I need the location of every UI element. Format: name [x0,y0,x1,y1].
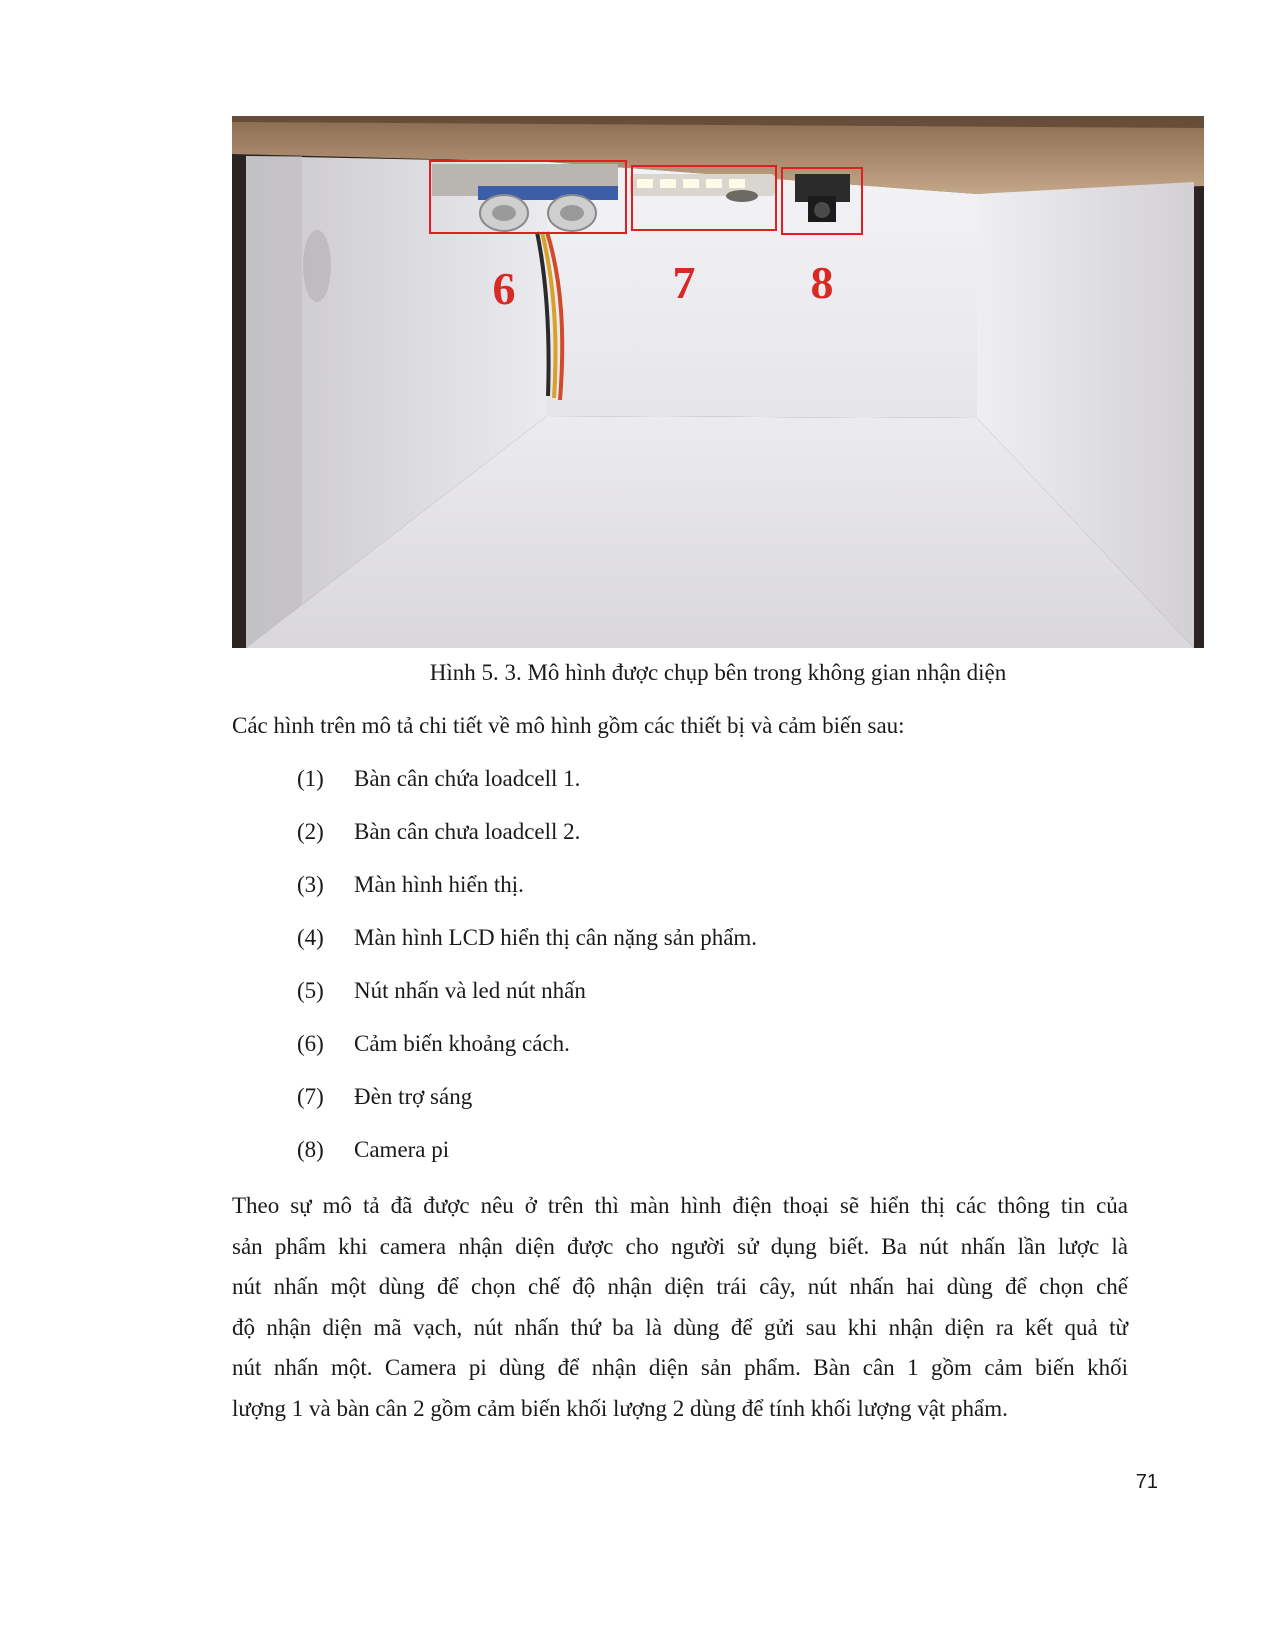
list-item-number: (3) [297,872,324,897]
list-item [297,976,757,1029]
list-item [297,1135,757,1188]
list-item-text: Đèn trợ sáng [354,1084,473,1109]
list-item-number: (7) [297,1084,324,1109]
list-item-text: Cảm biến khoảng cách. [354,1031,570,1056]
figure-caption: Hình 5. 3. Mô hình được chụp bên trong không gian nhận diện [429,660,1007,685]
list-item-text: Nút nhấn và led nút nhấn [354,978,586,1003]
list-item [297,1029,757,1082]
box-interior-illustration [232,116,1204,648]
paragraph-line: nút nhấn một dùng để chọn chế độ nhận diện trái cây, nút nhấn hai dùng để chọn chế [232,1274,1128,1299]
list-item-number: (4) [297,925,324,950]
paragraph-line: sản phẩm khi camera nhận diện được cho người sử dụng biết. Ba nút nhấn lần lược là [232,1233,1128,1259]
list-item [297,1082,757,1135]
component-list [297,764,757,1188]
callout-6: 6 [492,263,516,314]
paragraph-line: nút nhấn một. Camera pi dùng để nhận diện sản phẩm. Bàn cân 1 gồm cảm biến khối [232,1355,1128,1380]
list-item [297,870,757,923]
list-item-number: (6) [297,1031,324,1056]
list-item [297,817,757,870]
list-item-number: (5) [297,978,324,1003]
paragraph-line: Theo sự mô tả đã được nêu ở trên thì màn hình điện thoại sẽ hiển thị các thông tin của [232,1193,1128,1218]
body-paragraph [232,1186,1128,1429]
list-item-text: Camera pi [354,1137,450,1162]
list-item-text: Màn hình hiển thị. [354,872,524,897]
page-number: 71 [1135,1471,1158,1493]
list-item-number: (1) [297,766,324,791]
list-item-number: (8) [297,1137,324,1162]
list-item [297,923,757,976]
paragraph-line: độ nhận diện mã vạch, nút nhấn thứ ba là dùng để gửi sau khi nhận diện ra kết quả từ [232,1314,1128,1340]
callout-7: 7 [672,257,696,308]
list-item-number: (2) [297,819,324,844]
figure-photo [232,116,1204,648]
callout-8: 8 [810,257,834,308]
list-item-text: Màn hình LCD hiển thị cân nặng sản phẩm. [354,925,758,950]
list-item-text: Bàn cân chứa loadcell 1. [354,766,581,791]
intro-text: Các hình trên mô tả chi tiết về mô hình gồm các thiết bị và cảm biến sau: [232,713,905,738]
paragraph-line: lượng 1 và bàn cân 2 gồm cảm biến khối lượng 2 dùng để tính khối lượng vật phẩm. [232,1395,1008,1421]
back-wall [547,162,977,418]
list-item [297,764,757,817]
list-item-text: Bàn cân chưa loadcell 2. [354,819,581,844]
